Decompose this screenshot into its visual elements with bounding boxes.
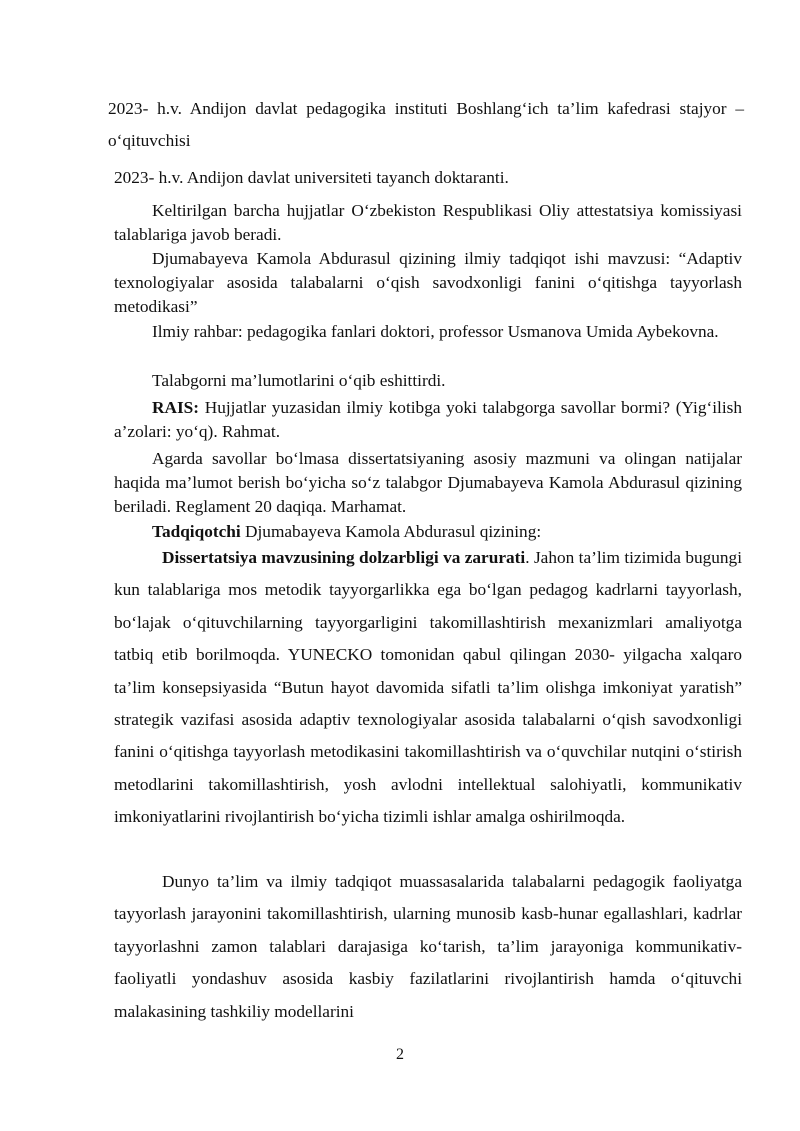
rais-text: Hujjatlar yuzasidan ilmiy kotibga yoki talabgorga savollar bormi? (Yig‘ilish a’zolari: yo‘q). Rahmat. [114, 398, 742, 441]
researcher-text: Djumabayeva Kamola Abdurasul qizining: [240, 522, 542, 541]
relevance-label: Dissertatsiya mavzusining dolzarbligi va zarurati [162, 548, 526, 567]
paragraph-listened: Talabgorni ma’lumotlarini o‘qib eshittirdi. [152, 371, 446, 390]
paragraph-researcher [114, 520, 742, 544]
relevance-text: . Jahon ta’lim tizimida bugungi kun talablariga mos metodik tayyorgarlikka ega bo‘lgan pedagog kadrlarni tayyorlash, bo‘lajak o‘qituvchilarning tayyorgarligini takomillashtirish mexanizmlari amaliyotga tatbiq etib borilmoqda. YUNECKO tomonidan qabul qilingan 2030- yilgacha xalqaro ta’lim konsepsiyasida “Butun hayot davomida sifatli ta’lim olishga imkoniyat yaratish” strategik vazifasi asosida adaptiv texnologiyalar asosida talabalarni o‘qish savodxonligi fanini o‘qitishga tayyorlash metodikasini takomillashtirish va o‘quvchilar nutqini o‘stirish metodlarini takomillashtirish, yosh avlodni intellektual salohiyatli, kommunikativ imkoniyatlarini rivojlantirish bo‘yicha tizimli ishlar amalga oshirilmoqda. [114, 548, 743, 827]
paragraph-relevance [114, 542, 742, 834]
page-number: 2 [396, 1046, 404, 1063]
paragraph-supervisor: Ilmiy rahbar: pedagogika fanlari doktori, professor Usmanova Umida Aybekovna. [152, 322, 719, 341]
researcher-label: Tadqiqotchi [152, 522, 241, 541]
paragraph-attestation: Keltirilgan barcha hujjatlar O‘zbekiston Respublikasi Oliy attestatsiya komissiyasi talablariga javob beradi. [114, 201, 742, 244]
header-line-1: 2023- h.v. Andijon davlat pedagogika instituti Boshlang‘ich ta’lim kafedrasi stajyor – o‘qituvchisi [108, 99, 744, 151]
rais-label: RAIS: [152, 398, 200, 417]
header-line-2: 2023- h.v. Andijon davlat universiteti tayanch doktaranti. [114, 168, 509, 187]
paragraph-topic: Djumabayeva Kamola Abdurasul qizining ilmiy tadqiqot ishi mavzusi: “Adaptiv texnologiyalar asosida talabalarni o‘qish savodxonligi fanini o‘qitishga tayyorlash metodikasi” [114, 249, 742, 316]
paragraph-rais [114, 396, 742, 444]
paragraph-if-no-questions: Agarda savollar bo‘lmasa dissertatsiyaning asosiy mazmuni va olingan natijalar haqida ma’lumot berish bo‘yicha so‘z talabgor Djumabayeva Kamola Abdurasul qizining beriladi. Reglament 20 daqiqa. Marhamat. [114, 449, 742, 516]
paragraph-world: Dunyo ta’lim va ilmiy tadqiqot muassasalarida talabalarni pedagogik faoliyatga tayyorlash jarayonini takomillashtirish, ularning munosib kasb-hunar egallashlari, kadrlar tayyorlashni zamon talablari darajasiga ko‘tarish, ta’lim jarayoniga kommunikativ-faoliyatli yondashuv asosida kasbiy fazilatlarini rivojlantirish hamda o‘qituvchi malakasining tashkiliy modellarini [114, 872, 742, 1021]
